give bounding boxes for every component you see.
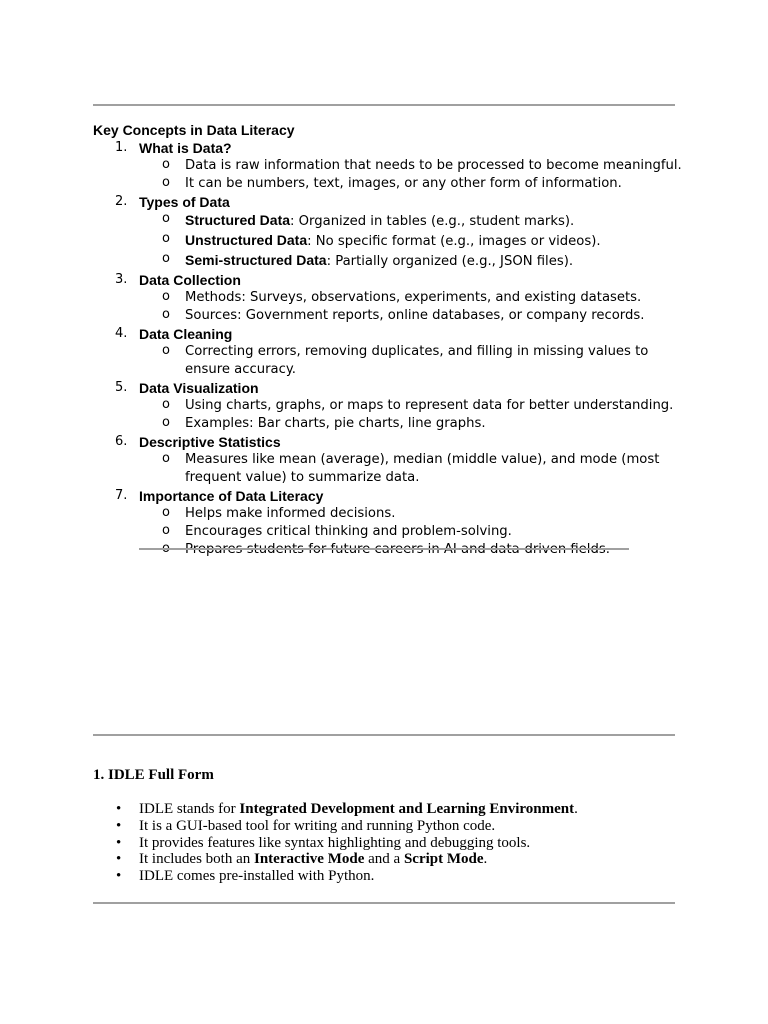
item-number: 6.: [115, 434, 128, 449]
sub-bullet-icon: o: [162, 451, 170, 466]
sub-point-term: Semi-structured Data: [185, 252, 327, 268]
item-number: 5.: [115, 380, 128, 395]
item-number: 3.: [115, 272, 128, 287]
idle-list-item: [93, 868, 693, 885]
sub-point-text: Measures like mean (average), median (middle value), and mode (most frequent value) to summarize data.: [185, 452, 660, 485]
sub-point: [93, 175, 693, 193]
middle-divider: [93, 734, 675, 736]
sub-point: [93, 523, 693, 541]
bullet-icon: •: [116, 801, 122, 817]
idle-list-item: [93, 801, 693, 818]
sub-bullet-icon: o: [162, 157, 170, 172]
sub-point: [93, 343, 693, 379]
sub-point-text: : No specific format (e.g., images or videos).: [307, 234, 601, 249]
idle-section: [93, 767, 693, 885]
item-text: IDLE stands for: [139, 801, 240, 817]
sub-point-text: : Partially organized (e.g., JSON files).: [326, 254, 574, 269]
sub-bullet-icon: o: [162, 175, 170, 190]
item-number: 1.: [115, 140, 128, 155]
list-end-divider: [139, 548, 629, 550]
concept-item: [93, 139, 693, 193]
sub-bullet-icon: o: [162, 343, 170, 358]
sub-point-text: Encourages critical thinking and problem-solving.: [185, 524, 512, 539]
sub-point-text: : Organized in tables (e.g., student marks).: [290, 214, 575, 229]
sub-point: [93, 541, 693, 559]
item-heading: What is Data?: [139, 140, 232, 156]
bullet-icon: •: [116, 868, 122, 885]
item-heading: Data Collection: [139, 272, 241, 288]
item-text: It provides features like syntax highlighting and debugging tools.: [139, 834, 531, 851]
idle-list-item: [93, 835, 693, 852]
concept-item: [93, 433, 693, 487]
sub-point-term: Structured Data: [185, 212, 291, 228]
sub-bullet-icon: o: [162, 251, 170, 266]
item-text: It is a GUI-based tool for writing and running Python code.: [139, 817, 496, 834]
emphasis-text: Integrated Development and Learning Environment: [239, 801, 575, 817]
sub-point: [93, 451, 693, 487]
sub-bullet-icon: o: [162, 505, 170, 520]
sub-point-term: Unstructured Data: [185, 232, 308, 248]
item-text: It includes both an: [139, 851, 254, 868]
sub-point-text: Methods: Surveys, observations, experiments, and existing datasets.: [185, 290, 642, 305]
item-heading: Types of Data: [139, 194, 230, 210]
sub-point-text: Using charts, graphs, or maps to represent data for better understanding.: [185, 398, 674, 413]
item-heading: Descriptive Statistics: [139, 434, 281, 450]
emphasis-text: Interactive Mode: [253, 851, 365, 868]
concept-item: [93, 271, 693, 325]
sub-point-text: Examples: Bar charts, pie charts, line graphs.: [185, 416, 486, 431]
bullet-icon: •: [116, 817, 122, 834]
item-heading: Data Cleaning: [139, 326, 233, 342]
sub-point: [93, 415, 693, 433]
item-heading: Importance of Data Literacy: [139, 488, 324, 504]
item-text: .: [483, 851, 488, 868]
item-number: 7.: [115, 488, 128, 503]
sub-point-text: Data is raw information that needs to be processed to become meaningful.: [185, 158, 682, 173]
sub-point: [93, 505, 693, 523]
sub-bullet-icon: o: [162, 231, 170, 246]
item-text: and a: [364, 851, 404, 868]
sub-point: [93, 231, 693, 251]
sub-point-text: It can be numbers, text, images, or any other form of information.: [185, 176, 622, 191]
sub-bullet-icon: o: [162, 397, 170, 412]
sub-point: [93, 307, 693, 325]
top-divider: [93, 104, 675, 106]
bullet-icon: •: [116, 851, 122, 868]
concept-item: [93, 193, 693, 271]
sub-point: [93, 211, 693, 231]
sub-bullet-icon: o: [162, 415, 170, 430]
idle-list-item: [93, 851, 693, 868]
concept-item: [93, 379, 693, 433]
sub-point-text: Correcting errors, removing duplicates, and filling in missing values to ensure accuracy.: [185, 344, 649, 377]
item-number: 2.: [115, 194, 128, 209]
idle-list-item: [93, 818, 693, 835]
section-title: Key Concepts in Data Literacy: [93, 122, 295, 138]
sub-bullet-icon: o: [162, 289, 170, 304]
sub-point: [93, 157, 693, 175]
item-number: 4.: [115, 326, 128, 341]
idle-bullet-list: [93, 801, 693, 885]
sub-bullet-icon: o: [162, 307, 170, 322]
sub-point: [93, 289, 693, 307]
sub-bullet-icon: o: [162, 523, 170, 538]
bottom-divider: [93, 902, 675, 904]
item-text: .: [574, 801, 578, 817]
emphasis-text: Script Mode: [403, 851, 484, 868]
item-text: IDLE comes pre-installed with Python.: [139, 868, 375, 885]
sub-point-text: Helps make informed decisions.: [185, 506, 396, 521]
bullet-icon: •: [116, 834, 122, 851]
sub-point: [93, 397, 693, 415]
idle-section-title: 1. IDLE Full Form: [93, 767, 214, 783]
concept-item: [93, 325, 693, 379]
item-heading: Data Visualization: [139, 380, 259, 396]
concept-list: [93, 139, 693, 559]
sub-point-text: Sources: Government reports, online databases, or company records.: [185, 308, 645, 323]
data-literacy-section: [93, 121, 693, 559]
sub-point: [93, 251, 693, 271]
sub-bullet-icon: o: [162, 211, 170, 226]
